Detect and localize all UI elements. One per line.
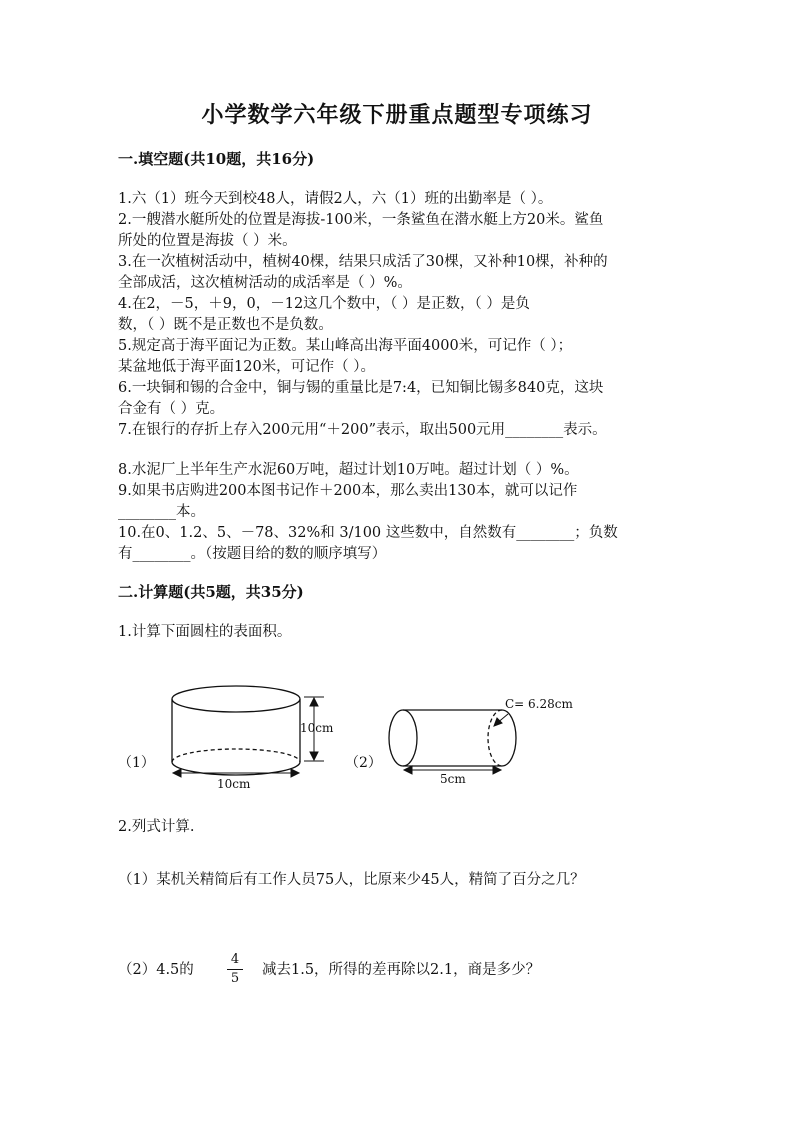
height-label: 10cm <box>300 721 334 735</box>
figure-label-2: （2） <box>345 755 382 771</box>
question-line: 2.一艘潜水艇所处的位置是海拔-100米，一条鲨鱼在潜水艇上方20米。鲨鱼 <box>118 212 604 228</box>
question-line: 4.在2，－5，＋9，0，－12这几个数中，（ ）是正数，（ ）是负 <box>118 296 530 312</box>
question-line: 某盆地低于海平面120米，可记作（ ）。 <box>118 359 376 375</box>
figure-label-1: （1） <box>118 755 155 771</box>
question-line: 所处的位置是海拔（ ）米。 <box>118 233 297 249</box>
circumference-label: C= 6.28cm <box>505 697 573 711</box>
upright-cylinder-diagram <box>172 686 300 775</box>
diameter-label: 10cm <box>217 777 251 791</box>
question-line: 1.六（1）班今天到校48人，请假2人，六（1）班的出勤率是（ ）。 <box>118 191 553 207</box>
question-line-part1: （2）4.5的 <box>118 962 194 978</box>
question-line: ________本。 <box>118 504 205 520</box>
fraction <box>227 952 243 987</box>
question-line: 5.规定高于海平面记为正数。某山峰高出海平面4000米，可记作（ ）； <box>118 338 573 354</box>
diameter-dimension-arrow <box>173 769 299 777</box>
question-line: （1）某机关精简后有工作人员75人，比原来少45人，精简了百分之几？ <box>118 872 585 888</box>
fraction-numerator: 4 <box>230 952 240 967</box>
fraction-denominator: 5 <box>230 971 240 986</box>
question-line: 1.计算下面圆柱的表面积。 <box>118 624 292 640</box>
cylinder-figures <box>118 670 598 800</box>
question-line: 10.在0、1.2、5、－78、32%和 3/100 这些数中，自然数有________；负数 <box>118 525 618 541</box>
question-line: 3.在一次植树活动中，植树40棵，结果只成活了30棵，又补种10棵，补种的 <box>118 254 608 270</box>
section-heading-fill-blank: 一.填空题(共10题，共16分) <box>118 150 315 168</box>
question-line: 8.水泥厂上半年生产水泥60万吨，超过计划10万吨。超过计划（ ）%。 <box>118 462 579 478</box>
circumference-pointer-arrow <box>494 714 508 726</box>
question-line: 7.在银行的存折上存入200元用“＋200”表示，取出500元用________表示。 <box>118 422 607 438</box>
question-line: 9.如果书店购进200本图书记作＋200本，那么卖出130本，就可以记作 <box>118 483 578 499</box>
question-line: 2.列式计算. <box>118 819 195 835</box>
fraction-bar <box>227 969 243 970</box>
question-line: 全部成活，这次植树活动的成活率是（ ）%。 <box>118 275 412 291</box>
length-label: 5cm <box>440 772 466 786</box>
question-line: 有________。（按题目给的数的顺序填写） <box>118 546 387 562</box>
question-line-part2: 减去1.5，所得的差再除以2.1，商是多少？ <box>262 962 541 978</box>
page-title: 小学数学六年级下册重点题型专项练习 <box>201 102 593 128</box>
question-line: 6.一块铜和锡的合金中，铜与锡的重量比是7:4，已知铜比锡多840克，这块 <box>118 380 604 396</box>
question-line: 合金有（ ）克。 <box>118 401 225 417</box>
section-heading-calculation: 二.计算题(共5题，共35分) <box>118 583 304 601</box>
question-line: 数，（ ）既不是正数也不是负数。 <box>118 317 333 333</box>
